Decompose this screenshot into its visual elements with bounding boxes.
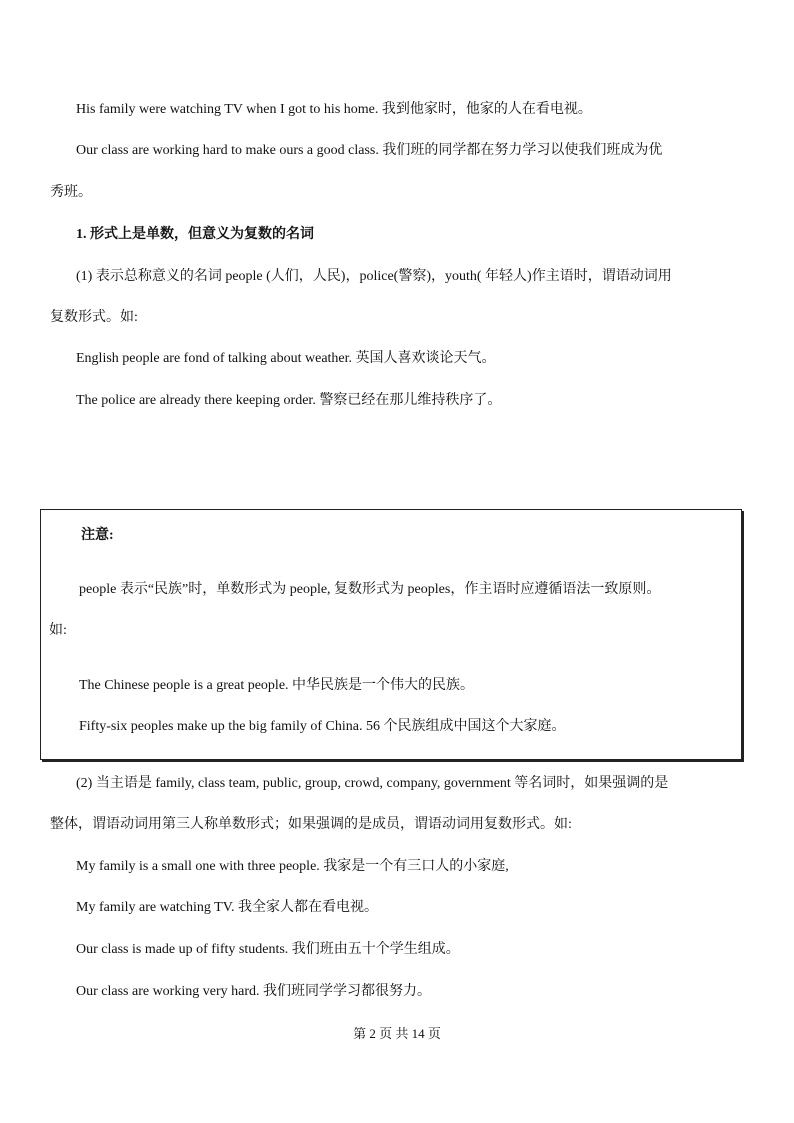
note-text-line: people 表示“民族”时，单数形式为 people, 复数形式为 peoples，作主语时应遵循语法一致原则。 [79, 582, 661, 597]
note-example: Fifty-six peoples make up the big family of China. 56 个民族组成中国这个大家庭。 [79, 719, 566, 734]
body-text-line: (1) 表示总称意义的名词 people (人们，人民)，police(警察)，youth( 年轻人)作主语时，谓语动词用 [76, 269, 672, 284]
example-sentence: The police are already there keeping order. 警察已经在那儿维持秩序了。 [76, 393, 502, 408]
example-sentence: Our class is made up of fifty students. 我们班由五十个学生组成。 [76, 942, 460, 957]
note-box [40, 509, 742, 760]
example-sentence: Our class are working very hard. 我们班同学学习都很努力。 [76, 984, 431, 999]
example-sentence: My family is a small one with three people. 我家是一个有三口人的小家庭, [76, 859, 509, 874]
section-heading: 1. 形式上是单数，但意义为复数的名词 [76, 227, 314, 242]
body-text-line: His family were watching TV when I got to his home. 我到他家时，他家的人在看电视。 [76, 102, 592, 117]
note-text-line: 如: [49, 623, 67, 638]
body-text-line: (2) 当主语是 family, class team, public, group, crowd, company, government 等名词时，如果强调的是 [76, 776, 669, 791]
example-sentence: English people are fond of talking about weather. 英国人喜欢谈论天气。 [76, 351, 496, 366]
example-sentence: My family are watching TV. 我全家人都在看电视。 [76, 900, 379, 915]
note-example: The Chinese people is a great people. 中华民族是一个伟大的民族。 [79, 678, 475, 693]
page-footer: 第 2 页 共 14 页 [353, 1026, 441, 1041]
body-text-line: 秀班。 [50, 185, 92, 200]
note-title: 注意: [81, 528, 114, 543]
body-text-line: Our class are working hard to make ours a good class. 我们班的同学都在努力学习以使我们班成为优 [76, 143, 663, 158]
body-text-line: 复数形式。如: [50, 310, 138, 325]
body-text-line: 整体，谓语动词用第三人称单数形式；如果强调的是成员，谓语动词用复数形式。如: [50, 817, 572, 832]
